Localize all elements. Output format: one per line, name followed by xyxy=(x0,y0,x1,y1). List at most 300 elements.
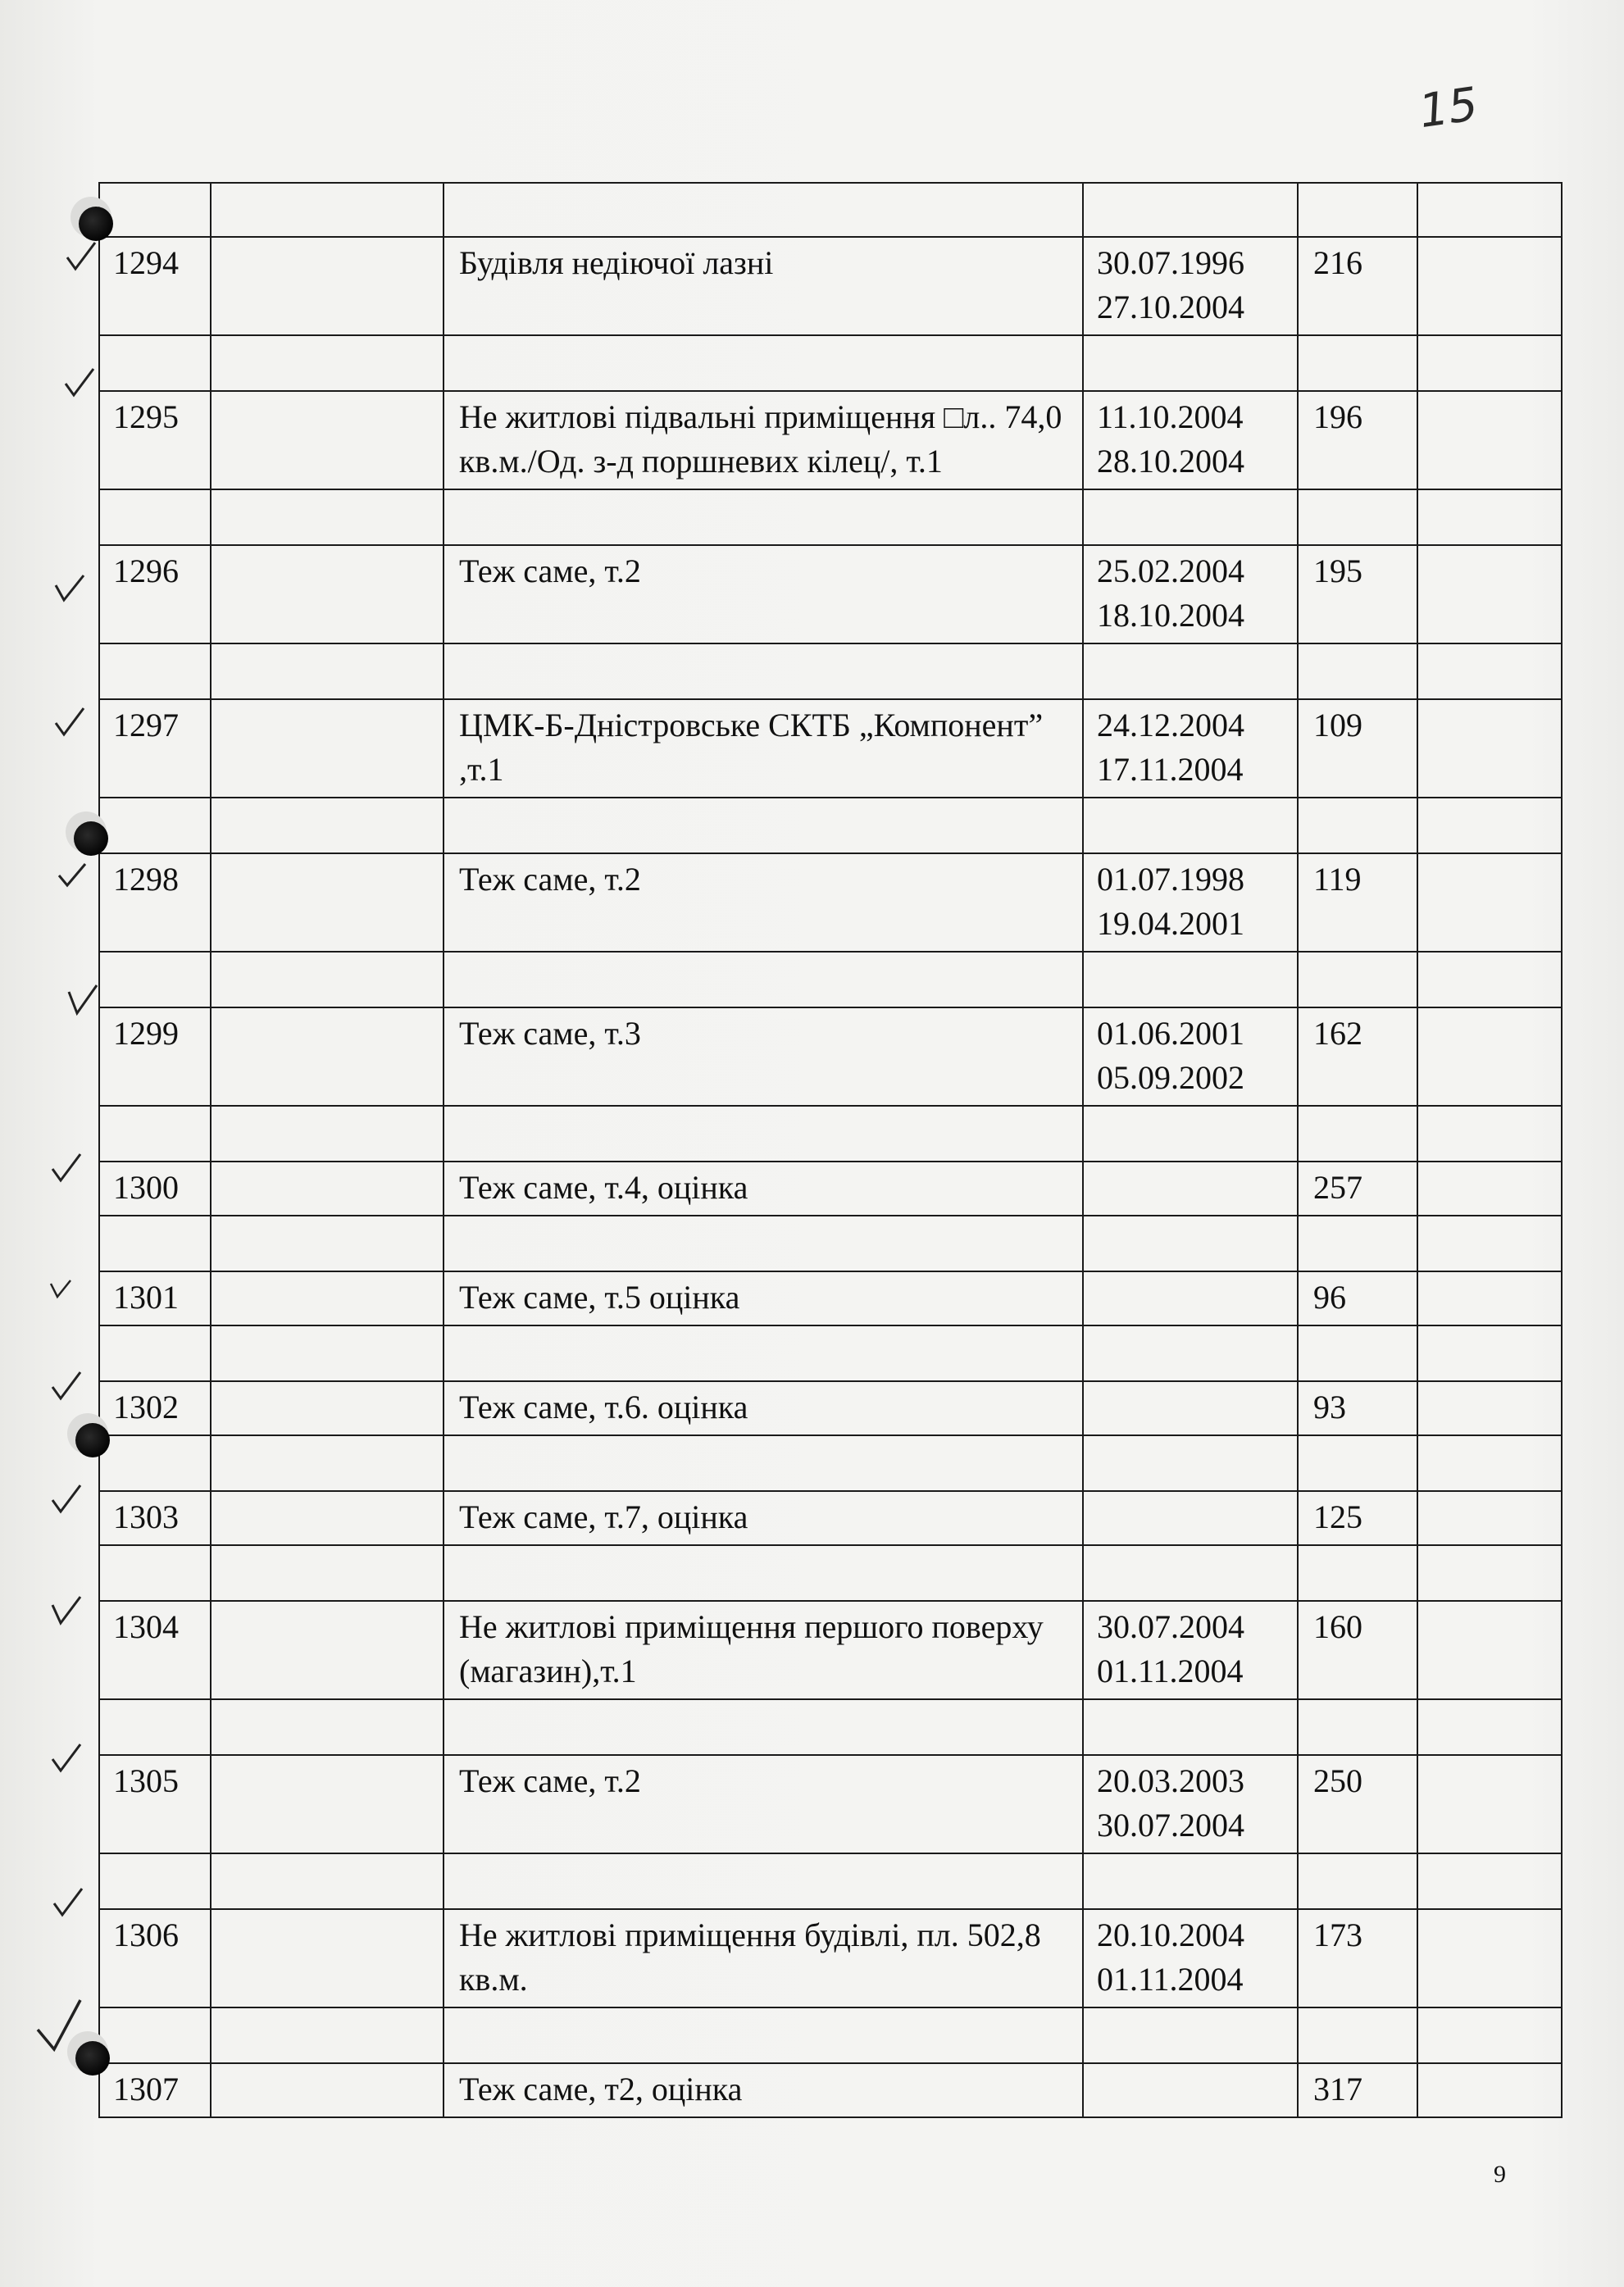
blank-cell xyxy=(1298,798,1417,853)
check-mark-icon xyxy=(56,857,90,892)
blank-cell xyxy=(211,798,444,853)
sheet-count: 250 xyxy=(1313,1762,1362,1799)
empty-cell-cell xyxy=(1417,699,1562,798)
page-number: 9 xyxy=(1494,2161,1506,2188)
blank-cell xyxy=(444,1853,1083,1909)
date-range-cell xyxy=(1083,1601,1298,1699)
item-title-cell xyxy=(444,237,1083,335)
sheet-count: 162 xyxy=(1313,1015,1362,1052)
sheet-count-cell xyxy=(1298,1491,1417,1545)
blank-cell xyxy=(1298,1325,1417,1381)
empty-cell xyxy=(212,1272,443,1280)
empty-cell xyxy=(212,1910,443,1918)
date-range xyxy=(1084,1756,1297,1853)
empty-cell-cell xyxy=(1417,237,1562,335)
header-cell xyxy=(444,183,1083,237)
blank-cell xyxy=(1417,1216,1562,1271)
date-range-cell xyxy=(1083,853,1298,952)
item-number: 1295 xyxy=(113,398,179,435)
item-title: Не житлові приміщення будівлі, пл. 502,8 кв.м. xyxy=(459,1916,1041,1998)
item-title-cell xyxy=(444,1381,1083,1435)
sheet-count: 216 xyxy=(1313,244,1362,281)
table-row xyxy=(99,1491,1562,1545)
item-title: Теж саме, т.3 xyxy=(459,1015,641,1052)
item-title: Не житлові приміщення першого поверху (магазин),т.1 xyxy=(459,1608,1044,1689)
table-row xyxy=(99,2063,1562,2117)
blank-cell xyxy=(1083,1853,1298,1909)
blank-cell xyxy=(1083,1216,1298,1271)
table-row xyxy=(99,391,1562,489)
header-cell xyxy=(99,183,211,237)
empty-cell-cell xyxy=(1417,853,1562,952)
blank-cell xyxy=(1298,1699,1417,1755)
item-title: ЦМК-Б-Дністровське СКТБ „Компонент” ,т.1 xyxy=(459,707,1044,788)
date-value: 05.09.2002 xyxy=(1097,1059,1244,1096)
blank-cell xyxy=(99,798,211,853)
blank-cell xyxy=(1417,643,1562,699)
empty-cell xyxy=(212,392,443,400)
date-range-cell xyxy=(1083,391,1298,489)
date-value: 27.10.2004 xyxy=(1097,289,1244,325)
empty-cell-cell xyxy=(211,237,444,335)
item-number: 1298 xyxy=(113,861,179,898)
blank-row xyxy=(99,952,1562,1007)
item-title-cell xyxy=(444,1162,1083,1216)
empty-cell xyxy=(1418,1910,1561,1918)
item-number: 1301 xyxy=(113,1279,179,1316)
empty-cell xyxy=(212,1162,443,1171)
date-range xyxy=(1084,1602,1297,1698)
check-mark-icon xyxy=(49,1741,84,1775)
item-number: 1306 xyxy=(113,1916,179,1953)
date-value: 28.10.2004 xyxy=(1097,443,1244,480)
empty-cell-cell xyxy=(211,1491,444,1545)
empty-cell-cell xyxy=(211,1755,444,1853)
blank-cell xyxy=(211,1853,444,1909)
empty-cell xyxy=(212,1756,443,1764)
blank-cell xyxy=(99,2007,211,2063)
date-range xyxy=(1084,1008,1297,1105)
date-range xyxy=(1084,238,1297,334)
check-mark-icon xyxy=(49,1151,84,1185)
date-range xyxy=(1084,2064,1297,2116)
table-row xyxy=(99,1162,1562,1216)
empty-cell xyxy=(1418,546,1561,554)
date-range xyxy=(1084,392,1297,489)
item-number: 1299 xyxy=(113,1015,179,1052)
item-title: Теж саме, т.2 xyxy=(459,861,641,898)
date-value: 24.12.2004 xyxy=(1097,707,1244,743)
blank-cell xyxy=(1298,1435,1417,1491)
blank-cell xyxy=(211,1106,444,1162)
blank-cell xyxy=(1298,952,1417,1007)
empty-cell xyxy=(1418,700,1561,708)
date-value: 20.03.2003 xyxy=(1097,1762,1244,1799)
blank-cell xyxy=(1417,798,1562,853)
item-title: Теж саме, т.2 xyxy=(459,1762,641,1799)
empty-cell xyxy=(1418,1382,1561,1390)
item-title-cell xyxy=(444,853,1083,952)
item-number-cell xyxy=(99,853,211,952)
empty-cell-cell xyxy=(1417,391,1562,489)
blank-row xyxy=(99,643,1562,699)
date-range-cell xyxy=(1083,1271,1298,1325)
table-row xyxy=(99,1381,1562,1435)
table-row xyxy=(99,853,1562,952)
blank-cell xyxy=(1083,1435,1298,1491)
blank-cell xyxy=(211,952,444,1007)
empty-cell xyxy=(1418,1162,1561,1171)
table-row xyxy=(99,1601,1562,1699)
item-title: Теж саме, т.2 xyxy=(459,552,641,589)
empty-cell-cell xyxy=(211,391,444,489)
date-value: 17.11.2004 xyxy=(1097,751,1244,788)
item-title-cell xyxy=(444,1491,1083,1545)
item-title: Теж саме, т.4, оцінка xyxy=(459,1169,748,1206)
sheet-count: 257 xyxy=(1313,1169,1362,1206)
item-title-cell xyxy=(444,545,1083,643)
date-value: 18.10.2004 xyxy=(1097,597,1244,634)
blank-cell xyxy=(211,1216,444,1271)
sheet-count-cell xyxy=(1298,237,1417,335)
blank-cell xyxy=(1417,489,1562,545)
item-title: Теж саме, т.7, оцінка xyxy=(459,1498,748,1535)
empty-cell xyxy=(1418,2064,1561,2072)
blank-cell xyxy=(444,643,1083,699)
blank-row xyxy=(99,1325,1562,1381)
item-number-cell xyxy=(99,1162,211,1216)
empty-cell-cell xyxy=(1417,1162,1562,1216)
blank-cell xyxy=(99,1216,211,1271)
item-title: Теж саме, т.6. оцінка xyxy=(459,1389,748,1425)
date-range-cell xyxy=(1083,699,1298,798)
blank-cell xyxy=(1083,952,1298,1007)
sheet-count: 109 xyxy=(1313,707,1362,743)
date-range-cell xyxy=(1083,237,1298,335)
punch-hole-icon xyxy=(75,1423,110,1457)
item-number: 1307 xyxy=(113,2071,179,2107)
blank-cell xyxy=(444,1699,1083,1755)
item-number: 1305 xyxy=(113,1762,179,1799)
item-title-cell xyxy=(444,2063,1083,2117)
blank-row xyxy=(99,1699,1562,1755)
blank-cell xyxy=(444,1545,1083,1601)
sheet-count-cell xyxy=(1298,1271,1417,1325)
blank-cell xyxy=(1298,1545,1417,1601)
empty-cell xyxy=(1418,1272,1561,1280)
empty-cell xyxy=(212,1008,443,1016)
blank-cell xyxy=(1417,1853,1562,1909)
item-number-cell xyxy=(99,1755,211,1853)
empty-cell xyxy=(1418,1602,1561,1610)
inventory-table xyxy=(98,182,1563,2118)
item-number-cell xyxy=(99,545,211,643)
sheet-count-cell xyxy=(1298,391,1417,489)
blank-cell xyxy=(1417,1106,1562,1162)
empty-cell xyxy=(212,1602,443,1610)
empty-cell-cell xyxy=(211,699,444,798)
date-range xyxy=(1084,854,1297,951)
date-value: 19.04.2001 xyxy=(1097,905,1244,942)
table-row xyxy=(99,1755,1562,1853)
item-number-cell xyxy=(99,2063,211,2117)
blank-cell xyxy=(1298,1106,1417,1162)
blank-cell xyxy=(99,1699,211,1755)
empty-cell xyxy=(1418,1492,1561,1500)
date-range xyxy=(1084,1162,1297,1215)
item-title-cell xyxy=(444,1007,1083,1106)
check-mark-icon xyxy=(49,1594,84,1628)
date-range-cell xyxy=(1083,1162,1298,1216)
blank-row xyxy=(99,2007,1562,2063)
item-number: 1294 xyxy=(113,244,179,281)
item-number-cell xyxy=(99,237,211,335)
punch-hole-icon xyxy=(79,207,113,241)
empty-cell-cell xyxy=(211,1007,444,1106)
blank-cell xyxy=(211,1699,444,1755)
blank-cell xyxy=(99,1545,211,1601)
blank-cell xyxy=(1083,1106,1298,1162)
blank-cell xyxy=(1417,335,1562,391)
blank-cell xyxy=(1298,489,1417,545)
item-number-cell xyxy=(99,1381,211,1435)
blank-row xyxy=(99,1435,1562,1491)
sheet-count-cell xyxy=(1298,1909,1417,2007)
item-title-cell xyxy=(444,1909,1083,2007)
item-number-cell xyxy=(99,1007,211,1106)
blank-cell xyxy=(1083,489,1298,545)
empty-cell xyxy=(212,546,443,554)
sheet-count-cell xyxy=(1298,853,1417,952)
empty-cell-cell xyxy=(211,2063,444,2117)
date-value: 20.10.2004 xyxy=(1097,1916,1244,1953)
blank-cell xyxy=(444,952,1083,1007)
blank-row xyxy=(99,1545,1562,1601)
blank-cell xyxy=(211,335,444,391)
item-number: 1304 xyxy=(113,1608,179,1645)
check-mark-icon xyxy=(33,1997,90,2054)
empty-cell-cell xyxy=(1417,1909,1562,2007)
empty-cell-cell xyxy=(1417,1381,1562,1435)
empty-cell xyxy=(1418,238,1561,246)
check-mark-icon xyxy=(52,705,87,739)
date-range-cell xyxy=(1083,1381,1298,1435)
blank-cell xyxy=(99,1435,211,1491)
sheet-count: 119 xyxy=(1313,861,1362,898)
blank-cell xyxy=(1083,798,1298,853)
date-range-cell xyxy=(1083,2063,1298,2117)
header-cell xyxy=(1298,183,1417,237)
date-range-cell xyxy=(1083,1491,1298,1545)
empty-cell xyxy=(1418,392,1561,400)
sheet-count-cell xyxy=(1298,1007,1417,1106)
blank-cell xyxy=(1083,1699,1298,1755)
sheet-count-cell xyxy=(1298,699,1417,798)
empty-cell-cell xyxy=(211,853,444,952)
sheet-count: 195 xyxy=(1313,552,1362,589)
date-range xyxy=(1084,1272,1297,1325)
blank-cell xyxy=(444,1435,1083,1491)
date-range-cell xyxy=(1083,545,1298,643)
empty-cell-cell xyxy=(1417,545,1562,643)
sheet-count: 317 xyxy=(1313,2071,1362,2107)
empty-cell xyxy=(212,2064,443,2072)
blank-cell xyxy=(1298,335,1417,391)
empty-cell-cell xyxy=(1417,1601,1562,1699)
blank-cell xyxy=(211,489,444,545)
sheet-count-cell xyxy=(1298,1162,1417,1216)
sheet-count: 160 xyxy=(1313,1608,1362,1645)
item-number-cell xyxy=(99,1271,211,1325)
item-title-cell xyxy=(444,1271,1083,1325)
item-number-cell xyxy=(99,391,211,489)
blank-cell xyxy=(99,1106,211,1162)
date-range-cell xyxy=(1083,1755,1298,1853)
date-value: 30.07.2004 xyxy=(1097,1608,1244,1645)
blank-cell xyxy=(1417,1545,1562,1601)
item-number: 1297 xyxy=(113,707,179,743)
item-title-cell xyxy=(444,699,1083,798)
blank-cell xyxy=(99,952,211,1007)
sheet-count-cell xyxy=(1298,2063,1417,2117)
item-title-cell xyxy=(444,1755,1083,1853)
date-range xyxy=(1084,1382,1297,1434)
blank-row xyxy=(99,1106,1562,1162)
empty-cell-cell xyxy=(211,1381,444,1435)
inventory-table-body xyxy=(99,183,1562,2117)
sheet-count-cell xyxy=(1298,545,1417,643)
date-range-cell xyxy=(1083,1909,1298,2007)
item-title-cell xyxy=(444,391,1083,489)
item-number-cell xyxy=(99,1601,211,1699)
empty-cell-cell xyxy=(211,1162,444,1216)
blank-cell xyxy=(1083,1325,1298,1381)
blank-cell xyxy=(1083,643,1298,699)
blank-cell xyxy=(1083,2007,1298,2063)
sheet-count: 196 xyxy=(1313,398,1362,435)
blank-cell xyxy=(1417,952,1562,1007)
check-mark-icon xyxy=(64,239,98,274)
empty-cell xyxy=(1418,1756,1561,1764)
table-row xyxy=(99,237,1562,335)
empty-cell xyxy=(1418,1008,1561,1016)
table-row xyxy=(99,1909,1562,2007)
sheet-count: 96 xyxy=(1313,1279,1346,1316)
blank-cell xyxy=(211,1435,444,1491)
blank-cell xyxy=(211,2007,444,2063)
item-title: Теж саме, т2, оцінка xyxy=(459,2071,743,2107)
blank-cell xyxy=(1298,1216,1417,1271)
blank-cell xyxy=(99,1325,211,1381)
empty-cell xyxy=(212,238,443,246)
item-number: 1303 xyxy=(113,1498,179,1535)
check-mark-icon xyxy=(62,366,97,400)
blank-cell xyxy=(444,1325,1083,1381)
item-number: 1296 xyxy=(113,552,179,589)
blank-cell xyxy=(211,1325,444,1381)
item-number-cell xyxy=(99,1491,211,1545)
table-row xyxy=(99,699,1562,798)
sheet-count: 93 xyxy=(1313,1389,1346,1425)
blank-cell xyxy=(211,643,444,699)
empty-cell-cell xyxy=(1417,1007,1562,1106)
date-value: 11.10.2004 xyxy=(1097,398,1244,435)
check-mark-icon xyxy=(49,1482,84,1516)
date-range-cell xyxy=(1083,1007,1298,1106)
blank-cell xyxy=(1417,1435,1562,1491)
blank-row xyxy=(99,798,1562,853)
empty-cell xyxy=(212,854,443,862)
date-value: 01.07.1998 xyxy=(1097,861,1244,898)
sheet-count: 125 xyxy=(1313,1498,1362,1535)
sheet-count-cell xyxy=(1298,1601,1417,1699)
item-number-cell xyxy=(99,699,211,798)
blank-cell xyxy=(444,798,1083,853)
check-mark-icon xyxy=(52,571,87,605)
blank-row xyxy=(99,335,1562,391)
item-title: Будівля недіючої лазні xyxy=(459,244,774,281)
blank-cell xyxy=(444,335,1083,391)
item-title: Теж саме, т.5 оцінка xyxy=(459,1279,740,1316)
blank-cell xyxy=(1298,2007,1417,2063)
item-number: 1302 xyxy=(113,1389,179,1425)
date-value: 30.07.2004 xyxy=(1097,1807,1244,1844)
folio-number: 15 xyxy=(1416,77,1481,139)
header-cell xyxy=(1417,183,1562,237)
blank-cell xyxy=(1298,1853,1417,1909)
item-number: 1300 xyxy=(113,1169,179,1206)
empty-cell xyxy=(1418,854,1561,862)
date-value: 01.11.2004 xyxy=(1097,1961,1244,1998)
blank-cell xyxy=(1417,1699,1562,1755)
empty-cell-cell xyxy=(211,1601,444,1699)
blank-cell xyxy=(1417,2007,1562,2063)
check-mark-icon xyxy=(66,984,100,1018)
empty-cell-cell xyxy=(1417,2063,1562,2117)
punch-hole-icon xyxy=(74,821,108,856)
check-mark-icon xyxy=(51,1885,85,1920)
blank-cell xyxy=(444,1106,1083,1162)
date-range xyxy=(1084,546,1297,643)
blank-cell xyxy=(444,1216,1083,1271)
blank-row xyxy=(99,1853,1562,1909)
empty-cell-cell xyxy=(211,1271,444,1325)
item-number-cell xyxy=(99,1909,211,2007)
blank-cell xyxy=(1083,335,1298,391)
empty-cell-cell xyxy=(1417,1491,1562,1545)
item-title-cell xyxy=(444,1601,1083,1699)
check-mark-icon xyxy=(46,1269,80,1303)
date-range xyxy=(1084,1492,1297,1544)
blank-cell xyxy=(99,335,211,391)
blank-cell xyxy=(211,1545,444,1601)
blank-cell xyxy=(99,643,211,699)
empty-cell xyxy=(212,700,443,708)
empty-cell-cell xyxy=(211,1909,444,2007)
blank-cell xyxy=(99,1853,211,1909)
sheet-count-cell xyxy=(1298,1381,1417,1435)
table-row xyxy=(99,545,1562,643)
sheet-count: 173 xyxy=(1313,1916,1362,1953)
empty-cell-cell xyxy=(1417,1755,1562,1853)
blank-cell xyxy=(1417,1325,1562,1381)
date-value: 25.02.2004 xyxy=(1097,552,1244,589)
table-row xyxy=(99,1007,1562,1106)
blank-row xyxy=(99,1216,1562,1271)
empty-cell xyxy=(212,1382,443,1390)
date-range xyxy=(1084,1910,1297,2007)
header-cell xyxy=(1083,183,1298,237)
